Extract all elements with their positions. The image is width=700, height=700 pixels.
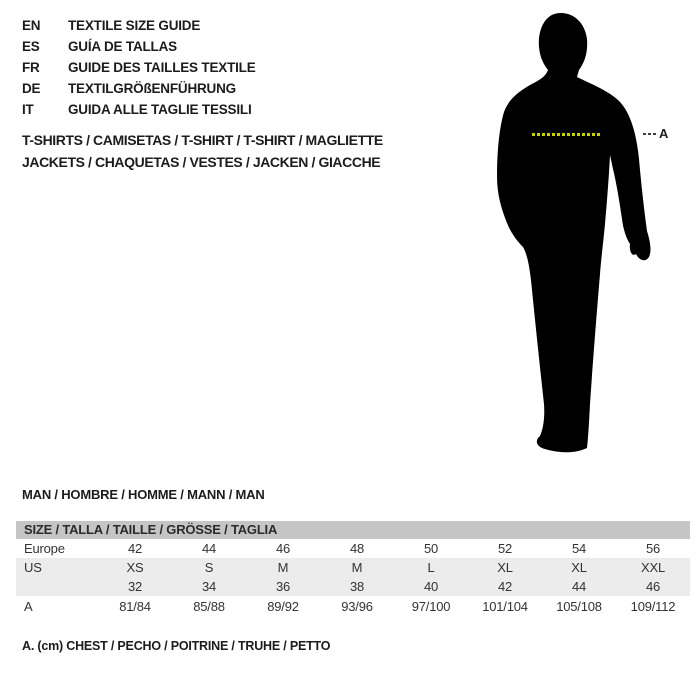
size-table-header: SIZE / TALLA / TAILLE / GRÖSSE / TAGLIA [16,521,690,539]
table-cell: 46 [275,541,291,556]
table-row-us-numeric [16,577,690,596]
table-cell: 38 [349,579,365,594]
language-label: TEXTILE SIZE GUIDE [68,18,201,33]
language-code: ES [22,39,40,54]
man-figure [490,8,669,458]
chest-measurement-label: A [659,126,669,141]
table-cell: 36 [275,579,291,594]
table-cell: 48 [349,541,365,556]
table-cell: 85/88 [193,599,225,614]
garment-categories [22,129,383,173]
table-cell: 109/112 [630,599,676,614]
row-label-a: A [24,599,33,614]
table-cell: S [204,560,214,575]
measurement-legend: A. (cm) CHEST / PECHO / POITRINE / TRUHE / PETTO [22,639,331,653]
language-code: EN [22,18,41,33]
row-label-us: US [24,560,42,575]
table-cell: 50 [423,541,439,556]
table-row-chest [16,596,690,617]
row-label-europe: Europe [24,541,65,556]
size-table [16,521,690,617]
language-code: IT [22,102,34,117]
table-cell: 32 [127,579,143,594]
table-cell: 81/84 [119,599,151,614]
language-row-it [22,99,256,120]
man-silhouette [490,8,660,458]
table-cell: 42 [127,541,143,556]
chest-measurement-dotted-line [532,133,602,136]
table-cell: 34 [201,579,217,594]
table-cell: 93/96 [341,599,373,614]
table-cell: M [351,560,363,575]
table-cell: 101/104 [482,599,528,614]
table-cell: 56 [645,541,661,556]
table-cell: L [427,560,435,575]
table-cell: XXL [641,560,665,575]
language-guide-list [22,15,256,120]
category-tshirts: T-SHIRTS / CAMISETAS / T-SHIRT / T-SHIRT / MAGLIETTE [22,132,383,148]
table-cell: 44 [571,579,587,594]
table-cell: 54 [571,541,587,556]
table-cell: M [277,560,289,575]
table-cell: 97/100 [411,599,451,614]
table-cell: 52 [497,541,513,556]
section-title-man: MAN / HOMBRE / HOMME / MANN / MAN [22,487,265,502]
language-row-fr [22,57,256,78]
language-label: GUIDA ALLE TAGLIE TESSILI [68,102,252,117]
table-row-us [16,558,690,577]
table-cell: XS [126,560,144,575]
chest-measurement-leader-dashes [643,133,658,135]
table-cell: 46 [645,579,661,594]
table-cell: 40 [423,579,439,594]
language-label: GUIDE DES TAILLES TEXTILE [68,60,256,75]
language-label: GUÍA DE TALLAS [68,39,177,54]
language-row-de [22,78,256,99]
table-cell: 42 [497,579,513,594]
language-code: DE [22,81,41,96]
table-cell: XL [497,560,513,575]
language-row-en [22,15,256,36]
table-row-europe [16,539,690,558]
table-cell: 89/92 [267,599,299,614]
table-cell: 44 [201,541,217,556]
language-row-es [22,36,256,57]
language-code: FR [22,60,40,75]
language-label: TEXTILGRÖßENFÜHRUNG [68,81,236,96]
table-cell: XL [571,560,587,575]
table-cell: 105/108 [556,599,602,614]
category-jackets: JACKETS / CHAQUETAS / VESTES / JACKEN / GIACCHE [22,154,381,170]
